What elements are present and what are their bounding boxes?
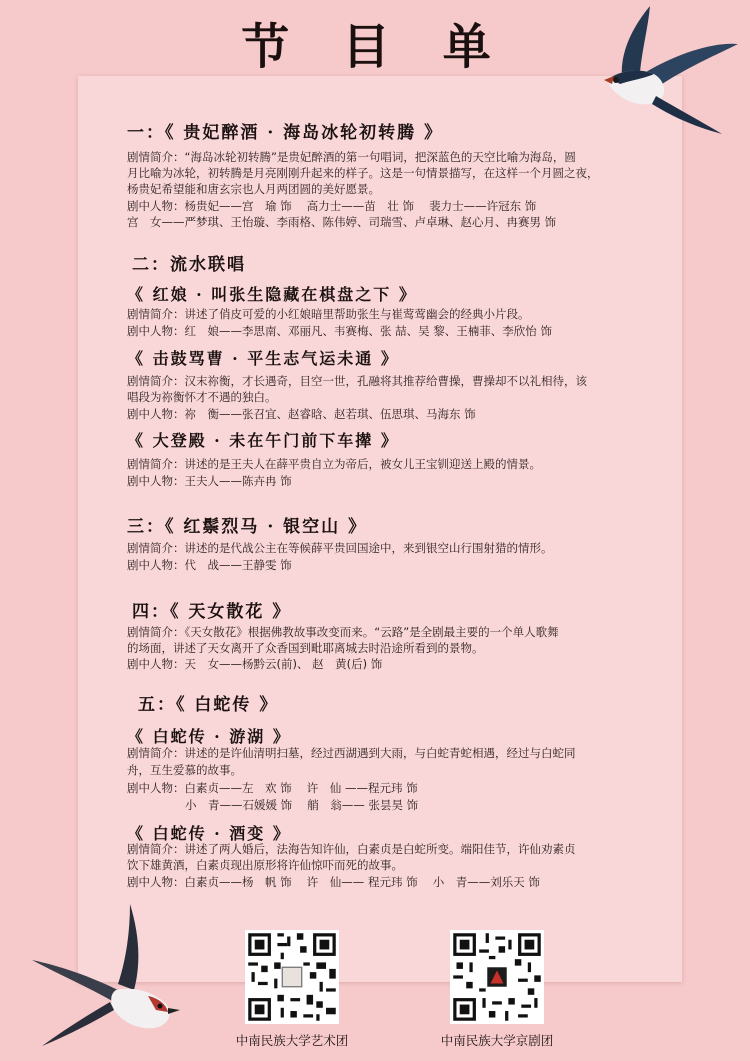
section-5a-subheading: 《 白蛇传 · 游湖 》 [127, 727, 291, 746]
section-2c-intro-line: 剧情简介：讲述的是王夫人在薛平贵自立为帝后，被女儿王宝钏迎送上殿的情景。 [127, 457, 541, 471]
section-4-intro-line: 剧情简介：《天女散花》根据佛教故事改变而来。“云路”是全剧最主要的一个单人歌舞 [127, 625, 559, 639]
qr-code-opera-troupe[interactable] [450, 930, 544, 1024]
section-1-heading: 一：《 贵妃醉酒 · 海岛冰轮初转腾 》 [127, 123, 444, 143]
section-5b-intro-line: 剧情简介：讲述了两人婚后，法海告知许仙，白素贞是白蛇所变。端阳佳节，许仙劝素贞 [127, 842, 576, 856]
section-5a-intro-line: 剧情简介：讲述的是许仙清明扫墓，经过西湖遇到大雨，与白蛇青蛇相遇，经过与白蛇同 [127, 746, 576, 760]
section-2a-intro-line: 剧情简介：讲述了俏皮可爱的小红娘暗里帮助张生与崔莺莺幽会的经典小片段。 [127, 307, 530, 321]
section-5b-subheading: 《 白蛇传 · 酒变 》 [127, 824, 291, 843]
section-2c-subheading: 《 大登殿 · 未在午门前下车撵 》 [127, 431, 399, 450]
section-1-cast-line: 宫 女——严梦琪、王怡璇、李雨格、陈伟婷、司瑞雪、卢卓琳、赵心月、冉赛男 饰 [127, 215, 557, 229]
section-3-intro-line: 剧情简介：讲述的是代战公主在等候薛平贵回国途中，来到银空山行围射猎的情形。 [127, 541, 553, 555]
section-5a-intro-line: 舟，互生爱慕的故事。 [127, 763, 242, 777]
section-2a-subheading: 《 红娘 · 叫张生隐藏在棋盘之下 》 [127, 285, 417, 304]
section-2b-intro-line: 剧情简介：汉末祢衡，才长遇奇，目空一世，孔融将其推荐给曹操，曹操却不以礼相待，该 [127, 374, 587, 388]
section-4-cast-line: 剧中人物：天 女——杨黔云(前)、 赵 黄(后) 饰 [127, 657, 383, 671]
section-5a-cast-line: 剧中人物：白素贞——左 欢 饰 许 仙 ——程元玮 饰 [127, 781, 418, 795]
section-1-intro-line: 剧情简介：“海岛冰轮初转腾”是贵妃醉酒的第一句唱词，把深蓝色的天空比喻为海岛，圆 [127, 150, 576, 164]
section-4-heading: 四：《 天女散花 》 [132, 602, 292, 622]
section-3-cast-line: 剧中人物：代 战——王静雯 饰 [127, 558, 292, 572]
section-2a-cast-line: 剧中人物：红 娘——李思南、邓丽凡、韦赛梅、张 喆、吴 黎、王楠菲、李欣怡 饰 [127, 324, 552, 338]
qr-label-art-troupe: 中南民族大学艺术团 [235, 1033, 349, 1048]
qr-code-icon [450, 930, 544, 1024]
qr-label-opera-troupe: 中南民族大学京剧团 [440, 1033, 554, 1048]
section-5-heading: 五：《 白蛇传 》 [138, 695, 279, 715]
section-1-cast-line: 剧中人物：杨贵妃——宫 瑜 饰 高力士——苗 壮 饰 裴力士——许冠东 饰 [127, 199, 537, 213]
swallow-top-right-image [590, 0, 740, 140]
section-2b-intro-line: 唱段为祢衡怀才不遇的独白。 [127, 390, 277, 404]
qr-code-art-troupe[interactable] [245, 930, 339, 1024]
page-title: 节 目 单 [241, 19, 509, 75]
qr-code-icon [245, 930, 339, 1024]
section-5b-cast-line: 剧中人物：白素贞——杨 帆 饰 许 仙—— 程元玮 饰 小 青——刘乐天 饰 [127, 875, 540, 889]
section-1-intro-line: 月比喻为冰轮，初转腾是月亮刚刚升起来的样子。这是一句情景描写，在这样一个月圆之夜， [127, 166, 599, 180]
section-5a-cast-line: 小 青——石媛媛 饰 艄 翁—— 张昙昊 饰 [185, 798, 419, 812]
section-4-intro-line: 的场面，讲述了天女离开了众香国到毗耶离城去时沿途所看到的景物。 [127, 641, 484, 655]
section-3-heading: 三：《 红鬃烈马 · 银空山 》 [127, 517, 368, 537]
section-2-heading: 二：流水联唱 [132, 255, 246, 275]
section-5b-intro-line: 饮下雄黄酒，白素贞现出原形将许仙惊吓而死的故事。 [127, 858, 403, 872]
section-2c-cast-line: 剧中人物：王夫人——陈卉冉 饰 [127, 474, 292, 488]
swallow-bottom-left-image [30, 900, 190, 1050]
section-2b-subheading: 《 击鼓骂曹 · 平生志气运未通 》 [127, 349, 399, 368]
section-2b-cast-line: 剧中人物：祢 衡——张召宜、赵睿晗、赵若琪、伍思琪、马海东 饰 [127, 407, 476, 421]
section-1-intro-line: 杨贵妃希望能和唐玄宗也人月两团圆的美好愿景。 [127, 182, 380, 196]
